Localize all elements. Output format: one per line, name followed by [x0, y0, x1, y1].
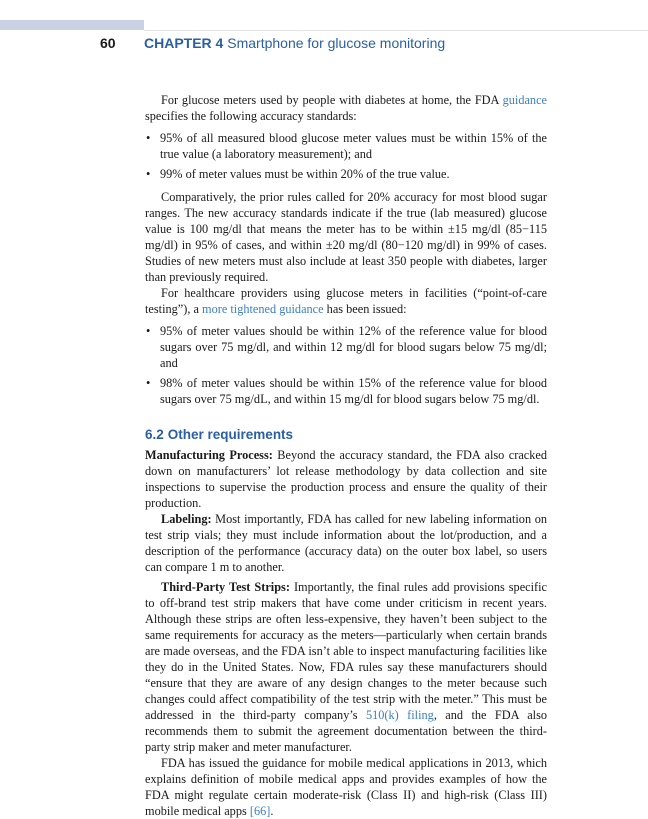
section-heading — [145, 427, 547, 443]
run-in-heading: Manufacturing Process: — [145, 448, 273, 462]
list-item: • 99% of meter values must be within 20% of the true value. — [145, 166, 547, 182]
guidance-link[interactable]: guidance — [502, 93, 547, 107]
run-in-heading: Labeling: — [161, 512, 212, 526]
home-accuracy-list — [145, 130, 547, 182]
list-item: • 98% of meter values should be within 15% of the reference value for blood sugars over 75 mg/dL, and within 15 mg/dl for blood sugars below 75 mg/dl. — [145, 375, 547, 407]
paragraph-third-party: Third-Party Test Strips: Importantly, the final rules add provisions specific to off-brand test strip makers that have come under criticism in recent years. Although these strips are often less-expensive, they haven’t been subject to the same requirements for accuracy as the meters—particularly when certain brands are made overseas, and the FDA isn’t able to inspect manufacturing facilities like they do in the United States. Now, FDA rules say these manufacturers should “ensure that they are aware of any design changes to the meter because such changes could affect compatibility of the test strip with the meter.” This must be addressed in the third-party company’s 510(k) filing, and the FDA also recommends them to submit the agreement documentation between the third-party strip maker and meter manufacturer. — [145, 580, 548, 754]
paragraph-manufacturing: Manufacturing Process: Beyond the accuracy standard, the FDA also cracked down on manufacturers’ lot release methodology by data collection and site inspections to supervise the production process and ensure the quality of their production. — [145, 448, 547, 510]
chapter-title: Smartphone for glucose monitoring — [227, 35, 446, 51]
tightened-guidance-link[interactable]: more tightened guidance — [202, 302, 324, 316]
paragraph-labeling: Labeling: Most importantly, FDA has called for new labeling information on test strip vials; they must include information about the lot/production, and a description of the performance (accuracy data) on the outer box label, so users can compare 1 m to another. — [145, 512, 547, 574]
chapter-label: CHAPTER 4 — [144, 35, 224, 51]
paragraph-home-meters: For glucose meters used by people with diabetes at home, the FDA guidance specifies the following accuracy standards: — [145, 93, 547, 123]
paragraph-mobile-apps: FDA has issued the guidance for mobile medical applications in 2013, which explains definition of mobile medical apps and provides examples of how the FDA might regulate certain moderate-risk (Class II) and high-risk (Class III) mobile medical apps [66]. — [145, 756, 547, 818]
section-number: 6.2 — [145, 427, 164, 442]
page-number: 60 — [100, 35, 116, 51]
body-text — [145, 92, 547, 819]
paragraph-healthcare: For healthcare providers using glucose meters in facilities (“point-of-care testing”), a more tightened guidance has been issued: — [145, 286, 547, 316]
510k-filing-link[interactable]: 510(k) filing — [365, 708, 434, 722]
healthcare-accuracy-list — [145, 323, 547, 407]
header-accent-bar — [0, 20, 144, 30]
run-in-heading: Third-Party Test Strips: — [161, 580, 290, 594]
list-item: • 95% of all measured blood glucose meter values must be within 15% of the true value (a laboratory measurement); and — [145, 130, 547, 162]
list-item: • 95% of meter values should be within 12% of the reference value for blood sugars over 75 mg/dl, and within 12 mg/dl for blood sugars below 75 mg/dl; and — [145, 323, 547, 371]
header-rule — [144, 30, 648, 31]
citation-link[interactable]: [66] — [249, 804, 271, 818]
paragraph-comparison: Comparatively, the prior rules called for 20% accuracy for most blood sugar ranges. The new accuracy standards indicate if the true (lab measured) glucose value is 100 mg/dl that means the meter has to be within ±15 mg/dl (85−115 mg/dl) in 95% of cases, and within ±20 mg/dl (80−120 mg/dl) in 99% of cases. Studies of new meters must also include at least 350 people with diabetes, larger than previously required. — [145, 190, 547, 284]
running-header — [100, 35, 445, 51]
section-title: Other requirements — [167, 427, 294, 442]
